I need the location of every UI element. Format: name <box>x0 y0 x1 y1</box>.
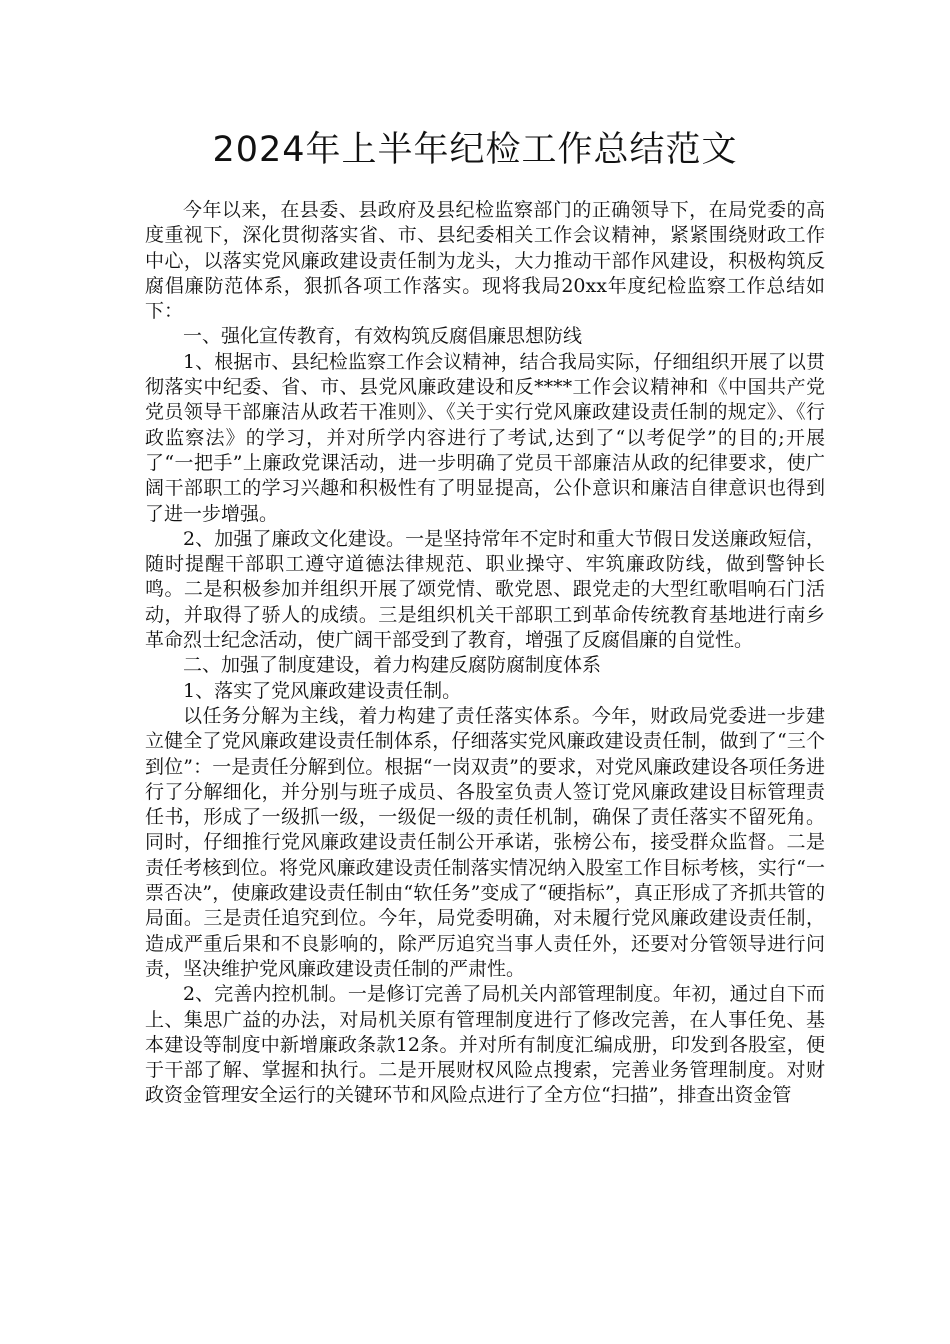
document-title: 2024年上半年纪检工作总结范文 <box>212 130 738 170</box>
paragraph-internal-control: 2、完善内控机制。一是修订完善了局机关内部管理制度。年初，通过自下而上、集思广益的办法，对局机关原有管理制度进行了修改完善，在人事任免、基本建设等制度中新增廉政条款12条。并对所有制度汇编成册，印发到各股室，便于干部了解、掌握和执行。二是开展财权风险点搜索，完善业务管理制度。对财政资金管理安全运行的关键环节和风险点进行了全方位“扫描”，排查出资金管 <box>145 983 825 1107</box>
document-body <box>145 198 825 1109</box>
paragraph-study: 1、根据市、县纪检监察工作会议精神，结合我局实际，仔细组织开展了以贯彻落实中纪委、省、市、县党风廉政建设和反****工作会议精神和《中国共产党党员领导干部廉洁从政若干准则》、《关于实行党风廉政建设责任制的规定》、《行政监察法》的学习，并对所学内容进行了考试,达到了“以考促学”的目的;开展了“一把手”上廉政党课活动，进一步明确了党员干部廉洁从政的纪律要求，使广阔干部职工的学习兴趣和积极性有了明显提高，公仆意识和廉洁自律意识也得到了进一步增强。 <box>145 350 825 525</box>
section-heading-2: 二、加强了制度建设，着力构建反腐防腐制度体系 <box>183 654 602 677</box>
intro-paragraph: 今年以来，在县委、县政府及县纪检监察部门的正确领导下，在局党委的高度重视下，深化贯彻落实省、市、县纪委相关工作会议精神，紧紧围绕财政工作中心，以落实党风廉政建设责任制为龙头，大力推动干部作风建设，积极构筑反腐倡廉防范体系，狠抓各项工作落实。现将我局20xx年度纪检监察工作总结如下： <box>145 199 825 323</box>
section-heading-1: 一、强化宣传教育，有效构筑反腐倡廉思想防线 <box>183 325 583 348</box>
paragraph-culture: 2、加强了廉政文化建设。一是坚持常年不定时和重大节假日发送廉政短信，随时提醒干部职工遵守道德法律规范、职业操守、牢筑廉政防线，做到警钟长鸣。二是积极参加并组织开展了颂党情、歌党恩、跟党走的大型红歌唱响石门活动，并取得了骄人的成绩。三是组织机关干部职工到革命传统教育基地进行南乡革命烈士纪念活动，使广阔干部受到了教育，增强了反腐倡廉的自觉性。 <box>145 527 825 652</box>
subheading-responsibility: 1、落实了党风廉政建设责任制。 <box>183 679 462 702</box>
paragraph-responsibility: 以任务分解为主线，着力构建了责任落实体系。今年，财政局党委进一步建立健全了党风廉政建设责任制体系，仔细落实党风廉政建设责任制，做到了“三个到位”：一是责任分解到位。根据“一岗双责”的要求，对党风廉政建设各项任务进行了分解细化，并分别与班子成员、各股室负责人签订党风廉政建设目标管理责任书，形成了一级抓一级，一级促一级的责任机制，确保了责任落实不留死角。同时，仔细推行党风廉政建设责任制公开承诺，张榜公布，接受群众监督。二是责任考核到位。将党风廉政建设责任制落实情况纳入股室工作目标考核，实行“一票否决”，使廉政建设责任制由“软任务”变成了“硬指标”，真正形成了齐抓共管的局面。三是责任追究到位。今年，局党委明确，对未履行党风廉政建设责任制，造成严重后果和不良影响的，除严厉追究当事人责任外，还要对分管领导进行问责，坚决维护党风廉政建设责任制的严肃性。 <box>145 704 825 980</box>
